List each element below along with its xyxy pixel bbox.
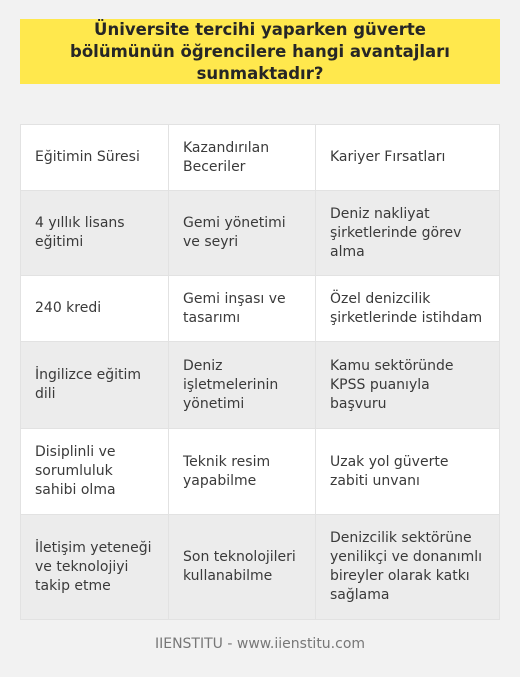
table-cell: İngilizce eğitim dili xyxy=(35,367,142,402)
table-row xyxy=(21,428,499,514)
table-cell: Gemi inşası ve tasarımı xyxy=(168,276,315,341)
table-row xyxy=(21,514,499,619)
table-cell: Gemi yönetimi ve seyri xyxy=(168,191,315,275)
table-cell: Denizcilik sektörüne yenilikçi ve donanımlı bireyler olarak katkı sağlama xyxy=(315,515,499,619)
table-cell: Teknik resim yapabilme xyxy=(168,429,315,514)
table-row xyxy=(21,190,499,275)
table-cell: 4 yıllık lisans eğitimi xyxy=(35,215,125,250)
title-banner xyxy=(20,19,500,84)
table-cell: Disiplinli ve sorumluluk sahibi olma xyxy=(35,444,116,498)
table-cell: Son teknolojileri kullanabilme xyxy=(168,515,315,619)
table-cell: Uzak yol güverte zabiti unvanı xyxy=(315,429,499,514)
table-row xyxy=(21,341,499,428)
table-cell: 240 kredi xyxy=(35,300,102,316)
header-cell: Eğitimin Süresi xyxy=(35,149,140,165)
page-title: Üniversite tercihi yaparken güverte bölümünün öğrencilere hangi avantajları sunmaktadır? xyxy=(70,19,450,83)
table-cell: Kamu sektöründe KPSS puanıyla başvuru xyxy=(315,342,499,428)
table-cell: Özel denizcilik şirketlerinde istihdam xyxy=(315,276,499,341)
table-cell: İletişim yeteneği ve teknolojiyi takip etme xyxy=(35,539,152,594)
table-header-row xyxy=(21,125,499,190)
comparison-table xyxy=(20,124,500,620)
table-cell: Deniz nakliyat şirketlerinde görev alma xyxy=(315,191,499,275)
header-cell: Kariyer Fırsatları xyxy=(315,125,499,190)
header-cell: Kazandırılan Beceriler xyxy=(168,125,315,190)
footer-credit: IIENSTITU - www.iienstitu.com xyxy=(154,636,366,652)
table-cell: Deniz işletmelerinin yönetimi xyxy=(168,342,315,428)
table-row xyxy=(21,275,499,341)
